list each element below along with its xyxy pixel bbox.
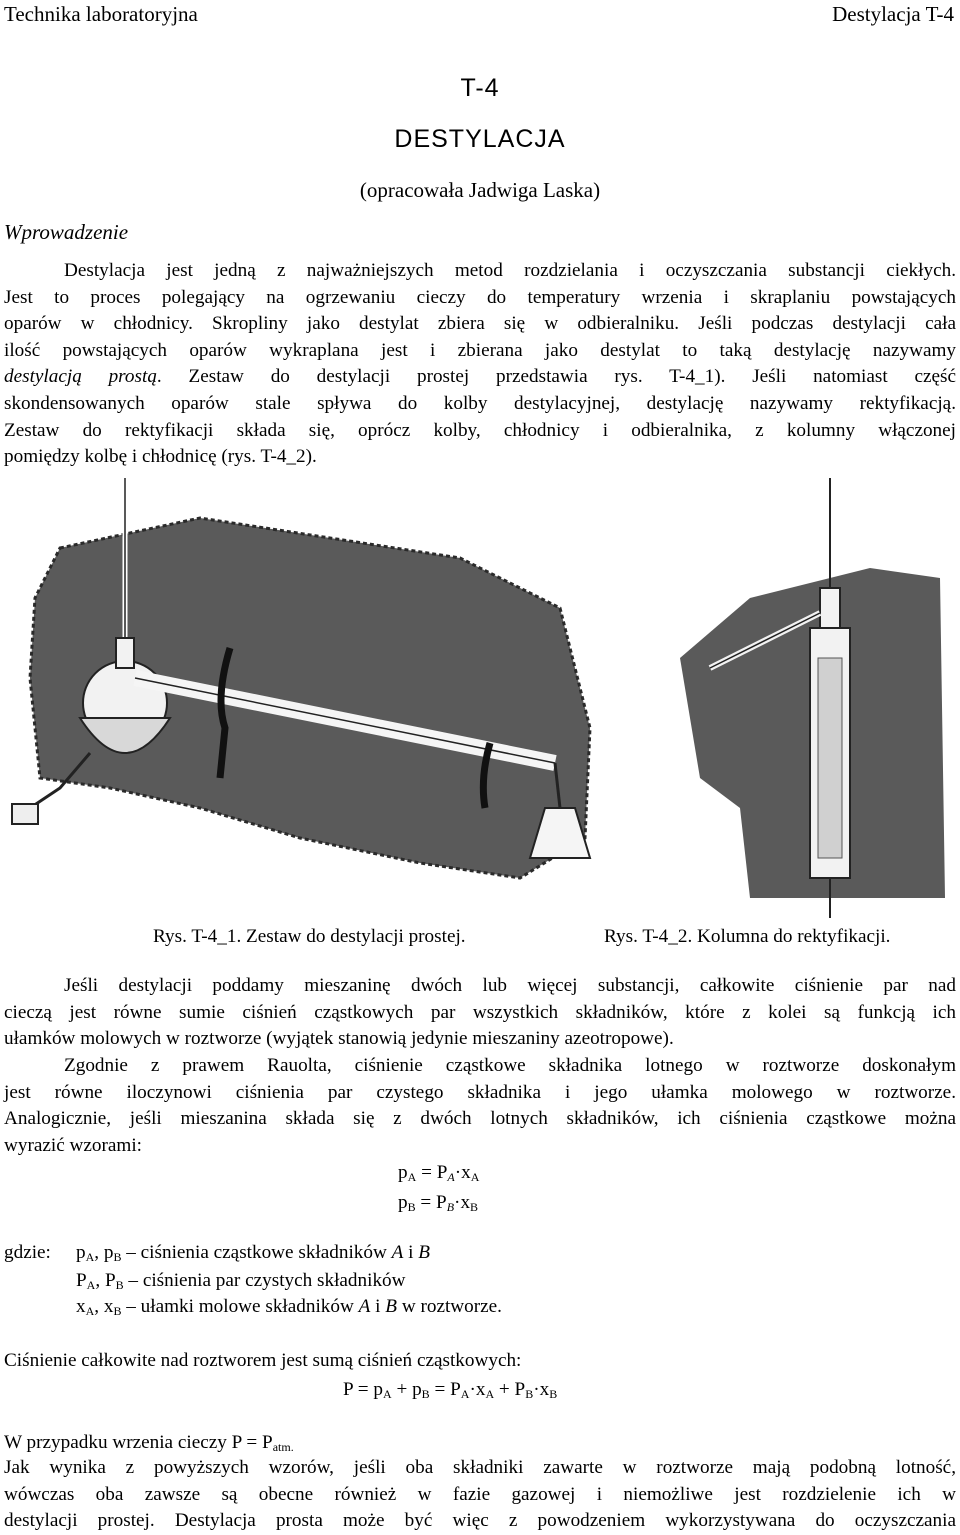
italic-term: destylacją prostą	[4, 366, 157, 388]
subscript: B	[446, 1200, 455, 1214]
symbol: p	[103, 1242, 114, 1263]
subscript: A	[85, 1250, 95, 1264]
subscript: A	[85, 1304, 95, 1318]
subscript: A	[485, 1387, 495, 1401]
text-span: ułamki molowe składników	[140, 1296, 354, 1317]
text-span: i	[408, 1242, 414, 1263]
section-heading: Wprowadzenie	[4, 220, 129, 244]
text-line: destylacji prostej. Destylacja prosta może być więc z powodzeniem wykorzystywana do oczyszczania	[4, 1510, 956, 1532]
text-line: wówczas oba zawsze są obecne również w fazie gazowej i niemożliwe jest rozdzielenie ich w	[4, 1483, 956, 1505]
symbol: P	[436, 1192, 447, 1213]
symbol: P	[450, 1379, 461, 1400]
subscript: A	[460, 1387, 470, 1401]
text-line: pomiędzy kolbę i chłodnicę (rys. T-4_2).	[4, 446, 317, 468]
where-row-mole-fractions: $x_A$, $x_B$ – ułamki molowe składników A i B w roztworze.	[76, 1296, 502, 1318]
symbol: P	[514, 1379, 526, 1400]
symbol: p	[412, 1379, 422, 1400]
subscript: atm.	[272, 1440, 294, 1454]
running-header-left: Technika laboratoryjna	[4, 2, 198, 26]
column-packing	[818, 658, 842, 858]
text-span: i	[375, 1296, 381, 1317]
subscript: B	[407, 1200, 416, 1214]
flask-neck	[116, 638, 134, 668]
text-span: ciśnienia par czystych składników	[142, 1270, 406, 1291]
text-line: cieczą jest równe sumie ciśnień cząstkowych par wszystkich składników, które z kolei są funkcją ich	[4, 1001, 956, 1023]
text-span: w roztworze.	[401, 1296, 502, 1317]
running-header-right: Destylacja T-4	[832, 2, 954, 26]
symbol: P	[231, 1432, 242, 1453]
text-line: Zestaw do rektyfikacji składa się, oprócz kolby, chłodnicy i odbieralnika, z kolumny włączonej	[4, 419, 956, 441]
subscript: A	[447, 1170, 455, 1184]
symbol: p	[373, 1379, 383, 1400]
symbol: =	[357, 1379, 369, 1400]
symbol: A	[358, 1296, 371, 1317]
subscript: B	[115, 1278, 124, 1292]
subscript: A	[86, 1278, 96, 1292]
text-line: wyrazić wzorami:	[4, 1134, 142, 1156]
mixture-paragraph	[4, 973, 956, 1053]
text-line	[4, 364, 956, 391]
subscript: B	[421, 1387, 430, 1401]
symbol: =	[421, 1162, 432, 1183]
text-line: oparów w chłodnicy. Skropliny jako destylat zbiera się w odbieralniku. Jeśli podczas destylacji cała	[4, 313, 956, 335]
formula-total-pressure: $P = p_A + p_B = P_A\cdot x_A + P_B\cdot x_B$	[343, 1379, 558, 1401]
author-line: (opracowała Jadwiga Laska)	[359, 178, 601, 202]
symbol: B	[418, 1242, 431, 1263]
text-line: Jest to proces polegający na ogrzewaniu cieczy do temperatury wrzenia i skraplaniu powstających	[4, 286, 956, 308]
formula-pA	[398, 1162, 479, 1185]
symbol: ·	[454, 1162, 462, 1183]
symbol: x	[103, 1296, 114, 1317]
text-span: ciśnienia cząstkowe składników	[140, 1242, 387, 1263]
symbol: x	[76, 1296, 86, 1317]
symbol: ·	[454, 1192, 461, 1213]
text-line: Destylacja jest jedną z najważniejszych metod rozdzielania i oczyszczania substancji ciekłych.	[64, 260, 956, 281]
text-line: ilość powstających oparów wykraplana jest i zbierana jako destylat to taką destylację nazywamy	[4, 339, 956, 361]
symbol: A	[391, 1242, 404, 1263]
text-span: W przypadku wrzenia cieczy	[4, 1432, 227, 1453]
subscript: B	[470, 1200, 479, 1214]
where-row-pure-pressures: $P_A$, $P_B$ – ciśnienia par czystych składników	[76, 1270, 406, 1292]
chapter-code: T-4	[460, 74, 500, 102]
text-line: Zgodnie z prawem Rauolta, ciśnienie cząstkowe składnika lotnego w roztworze doskonałym	[64, 1055, 956, 1076]
subscript: B	[113, 1304, 122, 1318]
text-line: Analogicznie, jeśli mieszanina składa się z dwóch lotnych składników, ich ciśnienia cząstkowe można	[4, 1108, 956, 1130]
subscript: A	[470, 1170, 480, 1184]
text-line: jest równe iloczynowi ciśnienia par czystego składnika i jego ułamka molowego w roztworze.	[4, 1081, 956, 1103]
symbol: x	[539, 1379, 550, 1400]
figure-1-caption: Rys. T-4_1. Zestaw do destylacji prostej.	[153, 926, 466, 947]
figure-simple-distillation	[0, 478, 600, 918]
subscript: B	[113, 1250, 122, 1264]
text-line: ułamków molowych w roztworze (wyjątek stanowią jedynie mieszaniny azeotropowe).	[4, 1028, 674, 1050]
symbol: =	[246, 1432, 258, 1453]
symbol: x	[461, 1162, 471, 1183]
raoult-paragraph	[4, 1053, 956, 1159]
where-row-partial-pressures: $p_A$, $p_B$ – ciśnienia cząstkowe składników A i B	[76, 1242, 431, 1264]
symbol: P	[76, 1270, 87, 1291]
symbol: =	[434, 1379, 446, 1400]
total-pressure-text: Ciśnienie całkowite nad roztworem jest sumą ciśnień cząstkowych:	[4, 1350, 522, 1371]
where-label: gdzie:	[4, 1242, 51, 1263]
symbol: ·	[469, 1379, 476, 1400]
symbol: p	[398, 1192, 408, 1213]
symbol: p	[398, 1162, 408, 1183]
symbol: ·	[533, 1379, 540, 1400]
symbol: P	[343, 1379, 353, 1400]
chapter-title: DESTYLACJA	[394, 125, 566, 153]
symbol: P	[262, 1432, 273, 1453]
symbol: p	[76, 1242, 86, 1263]
plug	[12, 804, 38, 824]
subscript: A	[407, 1170, 417, 1184]
symbol: =	[420, 1192, 432, 1213]
figure-2-caption: Rys. T-4_2. Kolumna do rektyfikacji.	[604, 926, 891, 947]
conclusion-paragraph	[4, 1455, 956, 1535]
symbol: x	[460, 1192, 471, 1213]
text-span: . Zestaw do destylacji prostej przedstawia rys. T-4_1). Jeśli natomiast część	[156, 366, 957, 388]
column-head	[820, 588, 840, 628]
figure-rectification-column	[670, 478, 955, 918]
formula-pB	[398, 1192, 478, 1215]
symbol: x	[475, 1379, 486, 1400]
text-line: Jeśli destylacji poddamy mieszaninę dwóch lub więcej substancji, całkowite ciśnienie par nad	[64, 975, 956, 996]
subscript: B	[549, 1387, 558, 1401]
subscript: B	[525, 1387, 534, 1401]
symbol: P	[104, 1270, 116, 1291]
symbol: B	[385, 1296, 398, 1317]
symbol: P	[436, 1162, 448, 1183]
boiling-condition	[4, 1432, 294, 1455]
text-line: Jak wynika z powyższych wzorów, jeśli oba składniki zawarte w roztworze mają podobną lotność,	[4, 1457, 956, 1478]
subscript: A	[382, 1387, 392, 1401]
intro-paragraph	[4, 258, 956, 471]
text-line: skondensowanych oparów stale spływa do kolby destylacyjnej, destylację nazywamy rektyfikacją.	[4, 392, 956, 414]
